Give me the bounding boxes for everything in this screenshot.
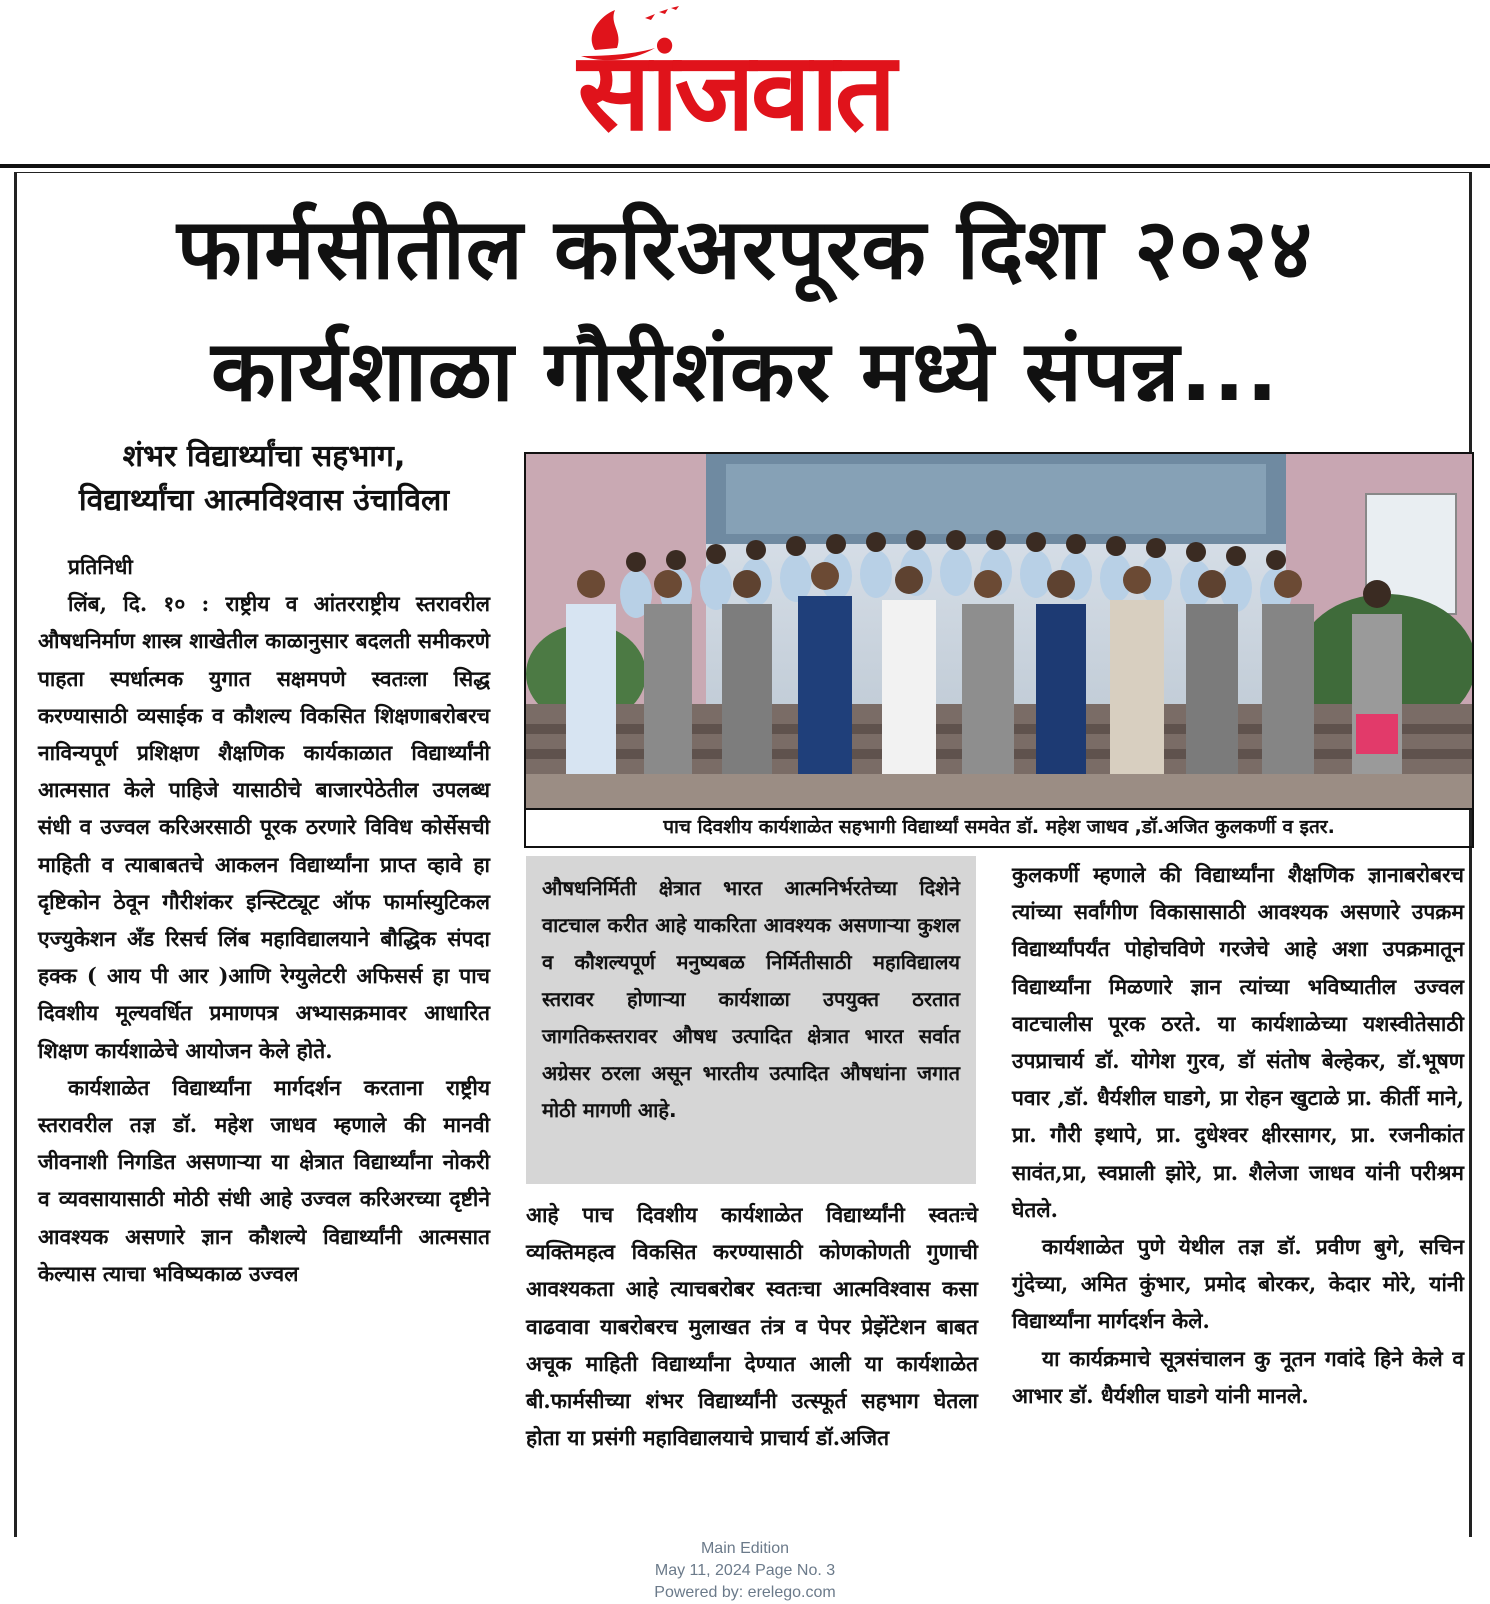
subheadline-line-2: विद्यार्थ्यांचा आत्मविश्वास उंचाविला (78, 483, 450, 518)
article-column-2 (526, 1196, 978, 1456)
column-1-paragraph-1: लिंब, दि. १० : राष्ट्रीय व आंतरराष्ट्रीय स्तरावरील औषधनिर्माण शास्त्र शाखेतील काळानुसार बदलती समीकरणे पाहता स्पर्धात्मक युगात सक्षमपणे स्वतःला सिद्ध करण्यासाठी व्यसाईक व कौशल्य विकसित शिक्षणाबरोबरच नाविन्यपूर्ण प्रशिक्षण शैक्षणिक कार्यकाळात विद्यार्थ्यांनी आत्मसात केले पाहिजे यासाठीचे बाजारपेठेतील उपलब्ध संधी व उज्वल करिअरसाठी पूरक ठरणारे विविध कोर्सेसची माहिती व त्याबाबतचे आकलन विद्यार्थ्यांना प्राप्त व्हावे हा दृष्टिकोन ठेवून गौरीशंकर इन्स्टिट्यूट ऑफ फार्मास्युटिकल एज्युकेशन अँड रिसर्च लिंब महाविद्यालयाने बौद्धिक संपदा हक्क ( आय पी आर )आणि रेग्युलेटरी अफिसर्स हा पाच दिवशीय मूल्यवर्धित प्रमाणपत्र अभ्यासक्रमावर आधारित शिक्षण कार्यशाळेचे आयोजन केले होते. (38, 591, 490, 1063)
group-photo[interactable] (524, 452, 1474, 810)
article-column-1 (38, 548, 490, 1292)
footer-date-page: May 11, 2024 Page No. 3 (654, 1562, 836, 1579)
column-2-paragraph-1: आहे पाच दिवशीय कार्यशाळेत विद्यार्थ्यांनी स्वतःचे व्यक्तिमहत्व विकसित करण्यासाठी कोणकोणती गुणाची आवश्यकता आहे त्याचबरोबर स्वतःचा आत्मविश्वास कसा वाढवावा याबरोबरच मुलाखत तंत्र व पेपर प्रेझेंटेशन बाबत अचूक माहिती विद्यार्थ्यांना देण्यात आली या कार्यशाळेत बी.फार्मसीच्या शंभर विद्यार्थ्यांनी उत्स्फूर्त सहभाग घेतला होता या प्रसंगी महाविद्यालयाचे प्राचार्य डॉ.अजित (526, 1202, 978, 1451)
footer-powered-by-link[interactable]: Powered by: erelego.com (654, 1584, 836, 1601)
column-3-paragraph-2: कार्यशाळेत पुणे येथील तज्ञ डॉ. प्रवीण बुगे, सचिन गुंदेच्या, अमित कुंभार, प्रमोद बोरकर, केदार मोरे, यांनी विद्यार्थ्यांना मार्गदर्शन केले. (1012, 1234, 1464, 1334)
subheadline-line-1: शंभर विद्यार्थ्यांचा सहभाग, (122, 439, 406, 474)
pull-quote: औषधनिर्मिती क्षेत्रात भारत आत्मनिर्भरतेच्या दिशेने वाटचाल करीत आहे याकरिता आवश्यक असणाऱ्या कुशल व कौशल्यपूर्ण मनुष्यबळ निर्मितीसाठी महाविद्यालय स्तरावर होणाऱ्या कार्यशाळा उपयुक्त ठरतात जागतिकस्तरावर औषध उत्पादित क्षेत्रात भारत सर्वात अग्रेसर ठरला असून भारतीय उत्पादित औषधांना जगात मोठी मागणी आहे. (526, 856, 976, 1184)
headline-line-2: कार्यशाळा गौरीशंकर मध्ये संपन्न... (211, 322, 1279, 420)
page-footer (0, 1538, 1490, 1604)
column-3-paragraph-3: या कार्यक्रमाचे सूत्रसंचालन कु नूतन गवांदे हिने केले व आभार डॉ. धैर्यशील घाडगे यांनी मानले. (1012, 1345, 1464, 1408)
article-column-3 (1012, 856, 1464, 1414)
masthead (0, 0, 1490, 165)
footer-edition: Main Edition (700, 1540, 790, 1557)
headline-line-1: फार्मसीतील करिअरपूरक दिशा २०२४ (176, 200, 1314, 298)
column-3-paragraph-1: कुलकर्णी म्हणाले की विद्यार्थ्यांना शैक्षणिक ज्ञानाबरोबरच त्यांच्या सर्वांगीण विकासासाठी आवश्यक असणारे उपक्रम विद्यार्थ्यांपर्यंत पोहोचविणे गरजेचे आहे अशा उपक्रमातून विद्यार्थ्यांना मिळणारे ज्ञान त्यांच्या भविष्यातील उज्वल वाटचालीस पूरक ठरते. या कार्यशाळेच्या यशस्वीतेसाठी उपप्राचार्य डॉ. योगेश गुरव, डॉ संतोष बेल्हेकर, डॉ.भूषण पवार ,डॉ. धैर्यशील घाडगे, प्रा रोहन खुटाळे प्रा. कीर्ती माने, प्रा. गौरी इथापे, प्रा. दुधेश्वर क्षीरसागर, प्रा. रजनीकांत सावंत,प्रा, स्वप्नाली झोरे, प्रा. शैलेजा जाधव यांनी परीश्रम घेतले. (1012, 862, 1464, 1222)
photo-caption: पाच दिवशीय कार्यशाळेत सहभागी विद्यार्थ्यां समवेत डॉ. महेश जाधव ,डॉ.अजित कुलकर्णी व इतर. (524, 808, 1474, 848)
group-photo-illustration (526, 454, 1472, 808)
byline: प्रतिनिधी (68, 554, 133, 579)
column-1-paragraph-2: कार्यशाळेत विद्यार्थ्यांना मार्गदर्शन करताना राष्ट्रीय स्तरावरील तज्ञ डॉ. महेश जाधव म्हणाले की मानवी जीवनाशी निगडित असणाऱ्या या क्षेत्रात विद्यार्थ्यांना नोकरी व व्यवसायासाठी मोठी संधी आहे उज्वल करिअरच्या दृष्टीने आवश्यक असणारे ज्ञान कौशल्ये विद्यार्थ्यांनी आत्मसात केल्यास त्याचा भविष्यकाळ उज्वल (38, 1074, 490, 1286)
newspaper-logo[interactable] (525, 10, 945, 160)
logo-text: सांजवात (577, 30, 893, 155)
masthead-rule (0, 164, 1490, 168)
